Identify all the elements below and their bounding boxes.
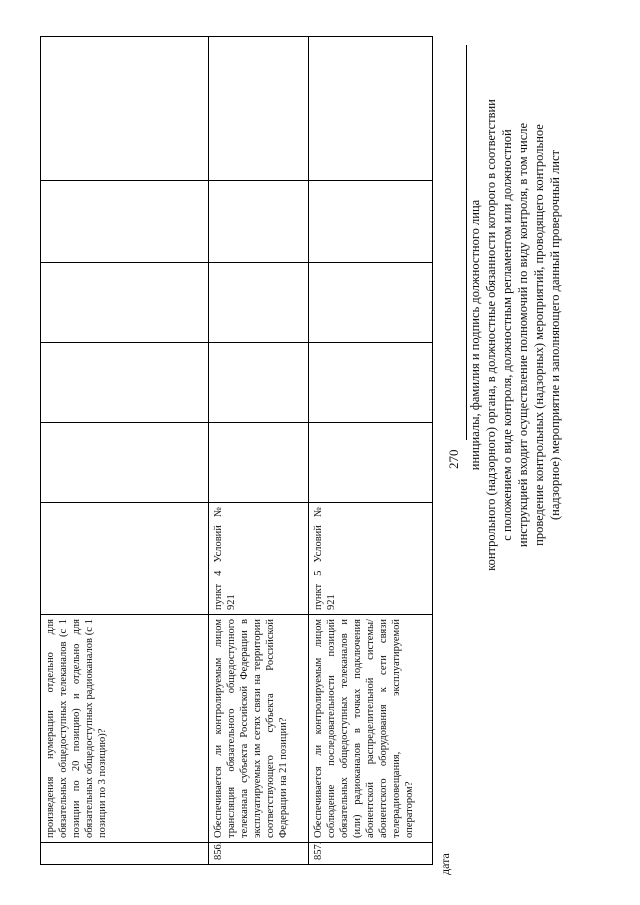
date-label: дата	[438, 853, 452, 875]
question-text: Обеспечивается ли контролируемым лицом соблюдение последовательности позиций обязательных общедоступных телеканалов и (или) радиоканалов в точках подключения абонентской распределительной системы/абонентского оборудования к сети связи телерадиовещания, эксплуатируемой оператором?	[309, 615, 433, 843]
legal-basis: пункт 5 Условий № 921	[309, 503, 433, 615]
caption-line: с положением о виде контроля, должностным регламентом или должностной	[500, 129, 514, 541]
caption-line: (надзорное) мероприятие и заполняющего данный проверочный лист	[548, 149, 562, 521]
answer-cell-yes	[41, 423, 209, 503]
table-row	[209, 37, 309, 865]
answer-cell-yes	[209, 423, 309, 503]
question-text: Обеспечивается ли контролируемым лицом трансляция обязательного общедоступного телеканала субъекта Российской Федерации в эксплуатируемых им сетях связи на территории соответствующего субъекта Российской Федерации на 21 позиции?	[209, 615, 309, 843]
caption-line: инструкцией входит осуществление полномочий по виду контроля, в том числе	[516, 122, 530, 548]
caption-line: инициалы, фамилия и подпись должностного лица	[468, 199, 482, 471]
note-cell	[41, 37, 209, 181]
answer-cell-extra	[209, 181, 309, 263]
caption-line: контрольного (надзорного) органа, в должностные обязанности которого в соответствии	[484, 99, 498, 571]
answer-cell-na	[209, 263, 309, 343]
item-number	[41, 843, 209, 865]
answer-cell-yes	[309, 423, 433, 503]
answer-cell-extra	[309, 181, 433, 263]
legal-basis: пункт 4 Условий № 921	[209, 503, 309, 615]
note-cell	[309, 37, 433, 181]
page-number: 270	[446, 449, 461, 469]
item-number: 857.	[309, 843, 433, 865]
note-cell	[209, 37, 309, 181]
answer-cell-no	[209, 343, 309, 423]
caption-line: проведение контрольных (надзорных) мероприятий, проводящего контрольное	[532, 124, 546, 546]
answer-cell-na	[309, 263, 433, 343]
answer-cell-no	[309, 343, 433, 423]
answer-cell-extra	[41, 181, 209, 263]
answer-cell-no	[41, 343, 209, 423]
legal-basis	[41, 503, 209, 615]
answer-cell-na	[41, 263, 209, 343]
item-number: 856.	[209, 843, 309, 865]
signature-caption	[467, 75, 563, 595]
table-row	[41, 37, 209, 865]
table-row	[309, 37, 433, 865]
question-text: произведения нумерации отдельно для обязательных общедоступных телеканалов (с 1 позиции по 20 позицию) и отдельно для обязательных общедоступных радиоканалов (с 1 позиции по 3 позицию)?	[41, 615, 209, 843]
checklist-table	[40, 36, 433, 865]
